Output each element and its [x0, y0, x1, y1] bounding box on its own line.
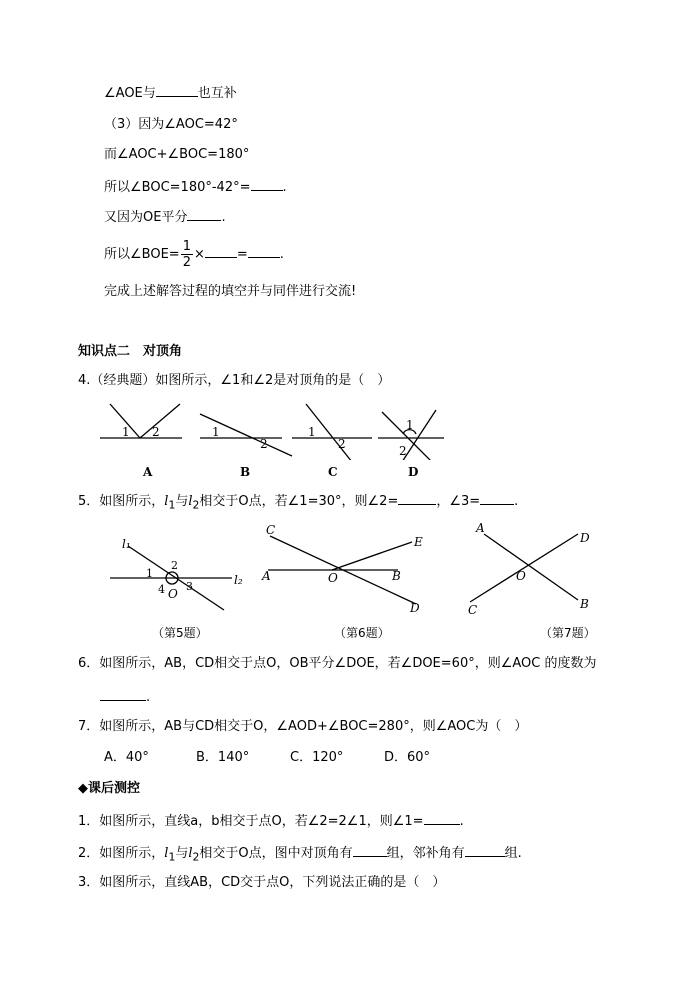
section-heading-vertical-angles: 知识点二 对顶角	[78, 344, 183, 359]
label-l1: l₁	[122, 537, 131, 551]
text: 与	[175, 846, 189, 861]
fig-label-1: 1	[122, 425, 130, 439]
line-symbol: l	[164, 494, 169, 509]
line-symbol: l	[188, 494, 193, 509]
q4-figures	[96, 400, 456, 460]
answer-blank[interactable]	[187, 208, 221, 221]
text: ∠AOE与	[104, 86, 156, 101]
answer-blank[interactable]	[205, 245, 237, 258]
label-b: B	[580, 597, 589, 611]
label-1: 1	[146, 567, 153, 580]
fig-label-1: 1	[212, 425, 220, 439]
line-aoe-supplement	[104, 84, 237, 102]
fig-label-1: 1	[308, 425, 316, 439]
text: ×	[193, 247, 205, 262]
line-step3: （3）因为∠AOC=42°	[104, 117, 238, 132]
label-d: D	[580, 531, 590, 545]
text: 2．如图所示，	[78, 846, 165, 861]
fig-label-2: 2	[260, 437, 268, 451]
answer-blank[interactable]	[465, 844, 505, 857]
text: .	[221, 210, 226, 225]
text: .	[279, 247, 284, 262]
text: .	[146, 690, 151, 705]
practice-1	[78, 812, 464, 830]
option-b[interactable]: B．140°	[196, 750, 250, 765]
label-a: A	[262, 569, 271, 583]
figure-5-caption: （第5题）	[152, 626, 208, 640]
text: 组，邻补角有	[386, 846, 465, 861]
practice-2	[78, 844, 522, 866]
label-4: 4	[158, 583, 165, 596]
line-sum-180: 而∠AOC+∠BOC=180°	[104, 147, 250, 162]
label-a: A	[476, 521, 485, 535]
practice-3: 3．如图所示，直线AB，CD交于点O，下列说法正确的是（ ）	[78, 875, 446, 890]
fig-label-2: 2	[399, 444, 407, 458]
option-caption-a: A	[143, 465, 153, 479]
option-a[interactable]: A．40°	[104, 750, 149, 765]
subscript: 2	[192, 498, 200, 512]
fig-label-2: 2	[338, 437, 346, 451]
label-b: B	[392, 569, 401, 583]
question-7: 7．如图所示，AB与CD相交于O，∠AOD+∠BOC=280°，则∠AOC为（ ）	[78, 719, 528, 734]
figure-c	[292, 404, 372, 460]
fraction-numerator: 1	[182, 239, 191, 254]
line-boc	[104, 178, 287, 196]
label-c: C	[468, 603, 478, 617]
subscript: 2	[192, 850, 200, 864]
text: 与	[175, 494, 189, 509]
line-symbol: l	[164, 846, 169, 861]
fig-label-1: 1	[406, 418, 414, 432]
answer-blank[interactable]	[100, 688, 146, 701]
figure-7-caption: （第7题）	[540, 626, 596, 640]
subscript: 1	[168, 850, 176, 864]
option-caption-b: B	[240, 465, 251, 479]
text: =	[236, 247, 248, 262]
subscript: 1	[168, 498, 176, 512]
option-d[interactable]: D．60°	[384, 750, 431, 765]
line-symbol: l	[188, 846, 193, 861]
label-3: 3	[186, 580, 193, 593]
answer-blank[interactable]	[248, 245, 280, 258]
question-6: 6．如图所示，AB，CD相交于点O，OB平分∠DOE，若∠DOE=60°，则∠AOC 的度数为	[78, 656, 597, 671]
text: .	[459, 814, 464, 829]
label-o: O	[328, 571, 338, 585]
section-heading-after-class: ◆课后测控	[78, 781, 140, 796]
answer-blank[interactable]	[353, 844, 387, 857]
fraction-half	[181, 239, 193, 270]
label-l2: l₂	[234, 573, 243, 587]
figure-5	[100, 528, 260, 618]
label-c: C	[266, 523, 276, 537]
label-o: O	[516, 569, 526, 583]
label-2: 2	[171, 559, 178, 572]
text: 相交于O点，若∠1=30°，则∠2=	[199, 494, 399, 509]
label-e: E	[414, 535, 423, 549]
answer-blank[interactable]	[480, 492, 514, 505]
answer-blank[interactable]	[424, 812, 460, 825]
fig-label-2: 2	[152, 425, 160, 439]
line-instruction: 完成上述解答过程的填空并与同伴进行交流!	[104, 284, 357, 299]
question-4: 4.（经典题）如图所示，∠1和∠2是对顶角的是（ ）	[78, 373, 391, 388]
figure-6	[258, 520, 438, 620]
label-o: O	[168, 587, 178, 601]
text: ，∠3=	[436, 494, 481, 509]
answer-blank[interactable]	[156, 84, 198, 97]
question-5	[78, 492, 518, 514]
figure-6-caption: （第6题）	[334, 626, 390, 640]
option-caption-d: D	[408, 465, 419, 479]
text: 1．如图所示，直线a，b相交于点O，若∠2=2∠1，则∠1=	[78, 814, 424, 829]
figure-a	[100, 404, 182, 438]
line-boe	[104, 238, 284, 272]
option-caption-c: C	[328, 465, 338, 479]
text: .	[514, 494, 519, 509]
option-c[interactable]: C．120°	[290, 750, 344, 765]
text: 所以∠BOC=180°-42°=	[104, 180, 251, 195]
text: 也互补	[197, 86, 237, 101]
answer-blank[interactable]	[398, 492, 436, 505]
question-6-answer-line	[100, 688, 150, 706]
line-oe-bisects	[104, 208, 226, 226]
text: 又因为OE平分	[104, 210, 188, 225]
text: 所以∠BOE=	[104, 247, 180, 262]
text: 5．如图所示，	[78, 494, 165, 509]
text: 相交于O点，图中对顶角有	[199, 846, 353, 861]
label-d: D	[410, 601, 420, 615]
text: .	[282, 180, 287, 195]
figure-7	[462, 518, 602, 618]
answer-blank[interactable]	[251, 178, 283, 191]
text: 组.	[504, 846, 522, 861]
fraction-denominator: 2	[182, 255, 191, 270]
